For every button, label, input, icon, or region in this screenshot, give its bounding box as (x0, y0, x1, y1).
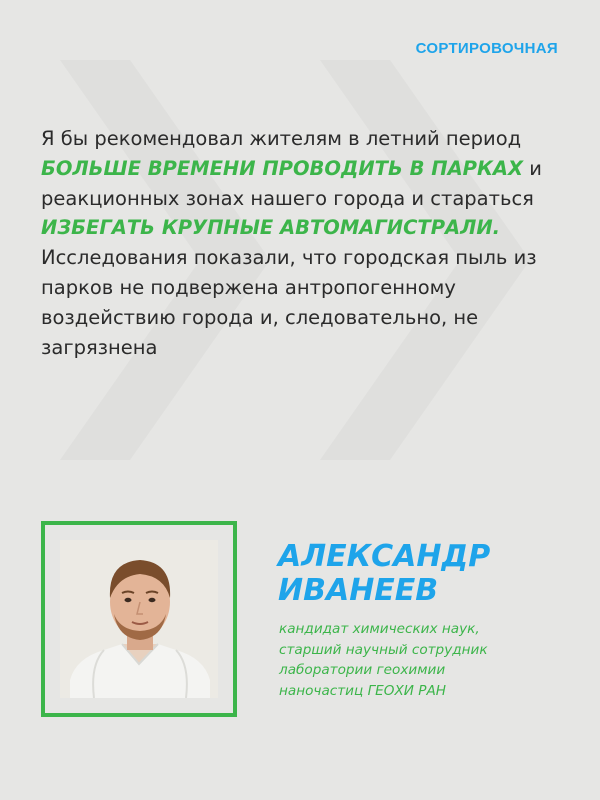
quote-text-part: Исследования показали, что городская пыль из парков не подвержена антропогенному воздействию города и, следовательно, не загрязнена (41, 246, 537, 359)
quote-text-part: Я бы рекомендовал жителям в летний период (41, 127, 522, 150)
person-role (279, 619, 539, 701)
person-name (278, 540, 490, 608)
role-line: кандидат химических наук, (279, 621, 480, 637)
quote-text-part: и реакционных зонах нашего города и стараться (41, 156, 542, 210)
quote-text (41, 124, 571, 362)
person-last-name: ИВАНЕЕВ (278, 573, 439, 608)
quote-highlight: ИЗБЕГАТЬ КРУПНЫЕ АВТОМАГИСТРАЛИ. (41, 216, 501, 240)
role-line: лаборатории геохимии (279, 662, 446, 678)
quote-highlight: БОЛЬШЕ ВРЕМЕНИ ПРОВОДИТЬ В ПАРКАХ (41, 156, 524, 180)
person-first-name: АЛЕКСАНДР (278, 539, 491, 574)
brand-logo: СОРТИРОВОЧНАЯ (415, 40, 558, 57)
photo-frame (41, 521, 237, 717)
role-line: наночастиц ГЕОХИ РАН (279, 682, 446, 699)
role-line: старший научный сотрудник (279, 641, 488, 658)
portrait-photo (60, 540, 218, 698)
